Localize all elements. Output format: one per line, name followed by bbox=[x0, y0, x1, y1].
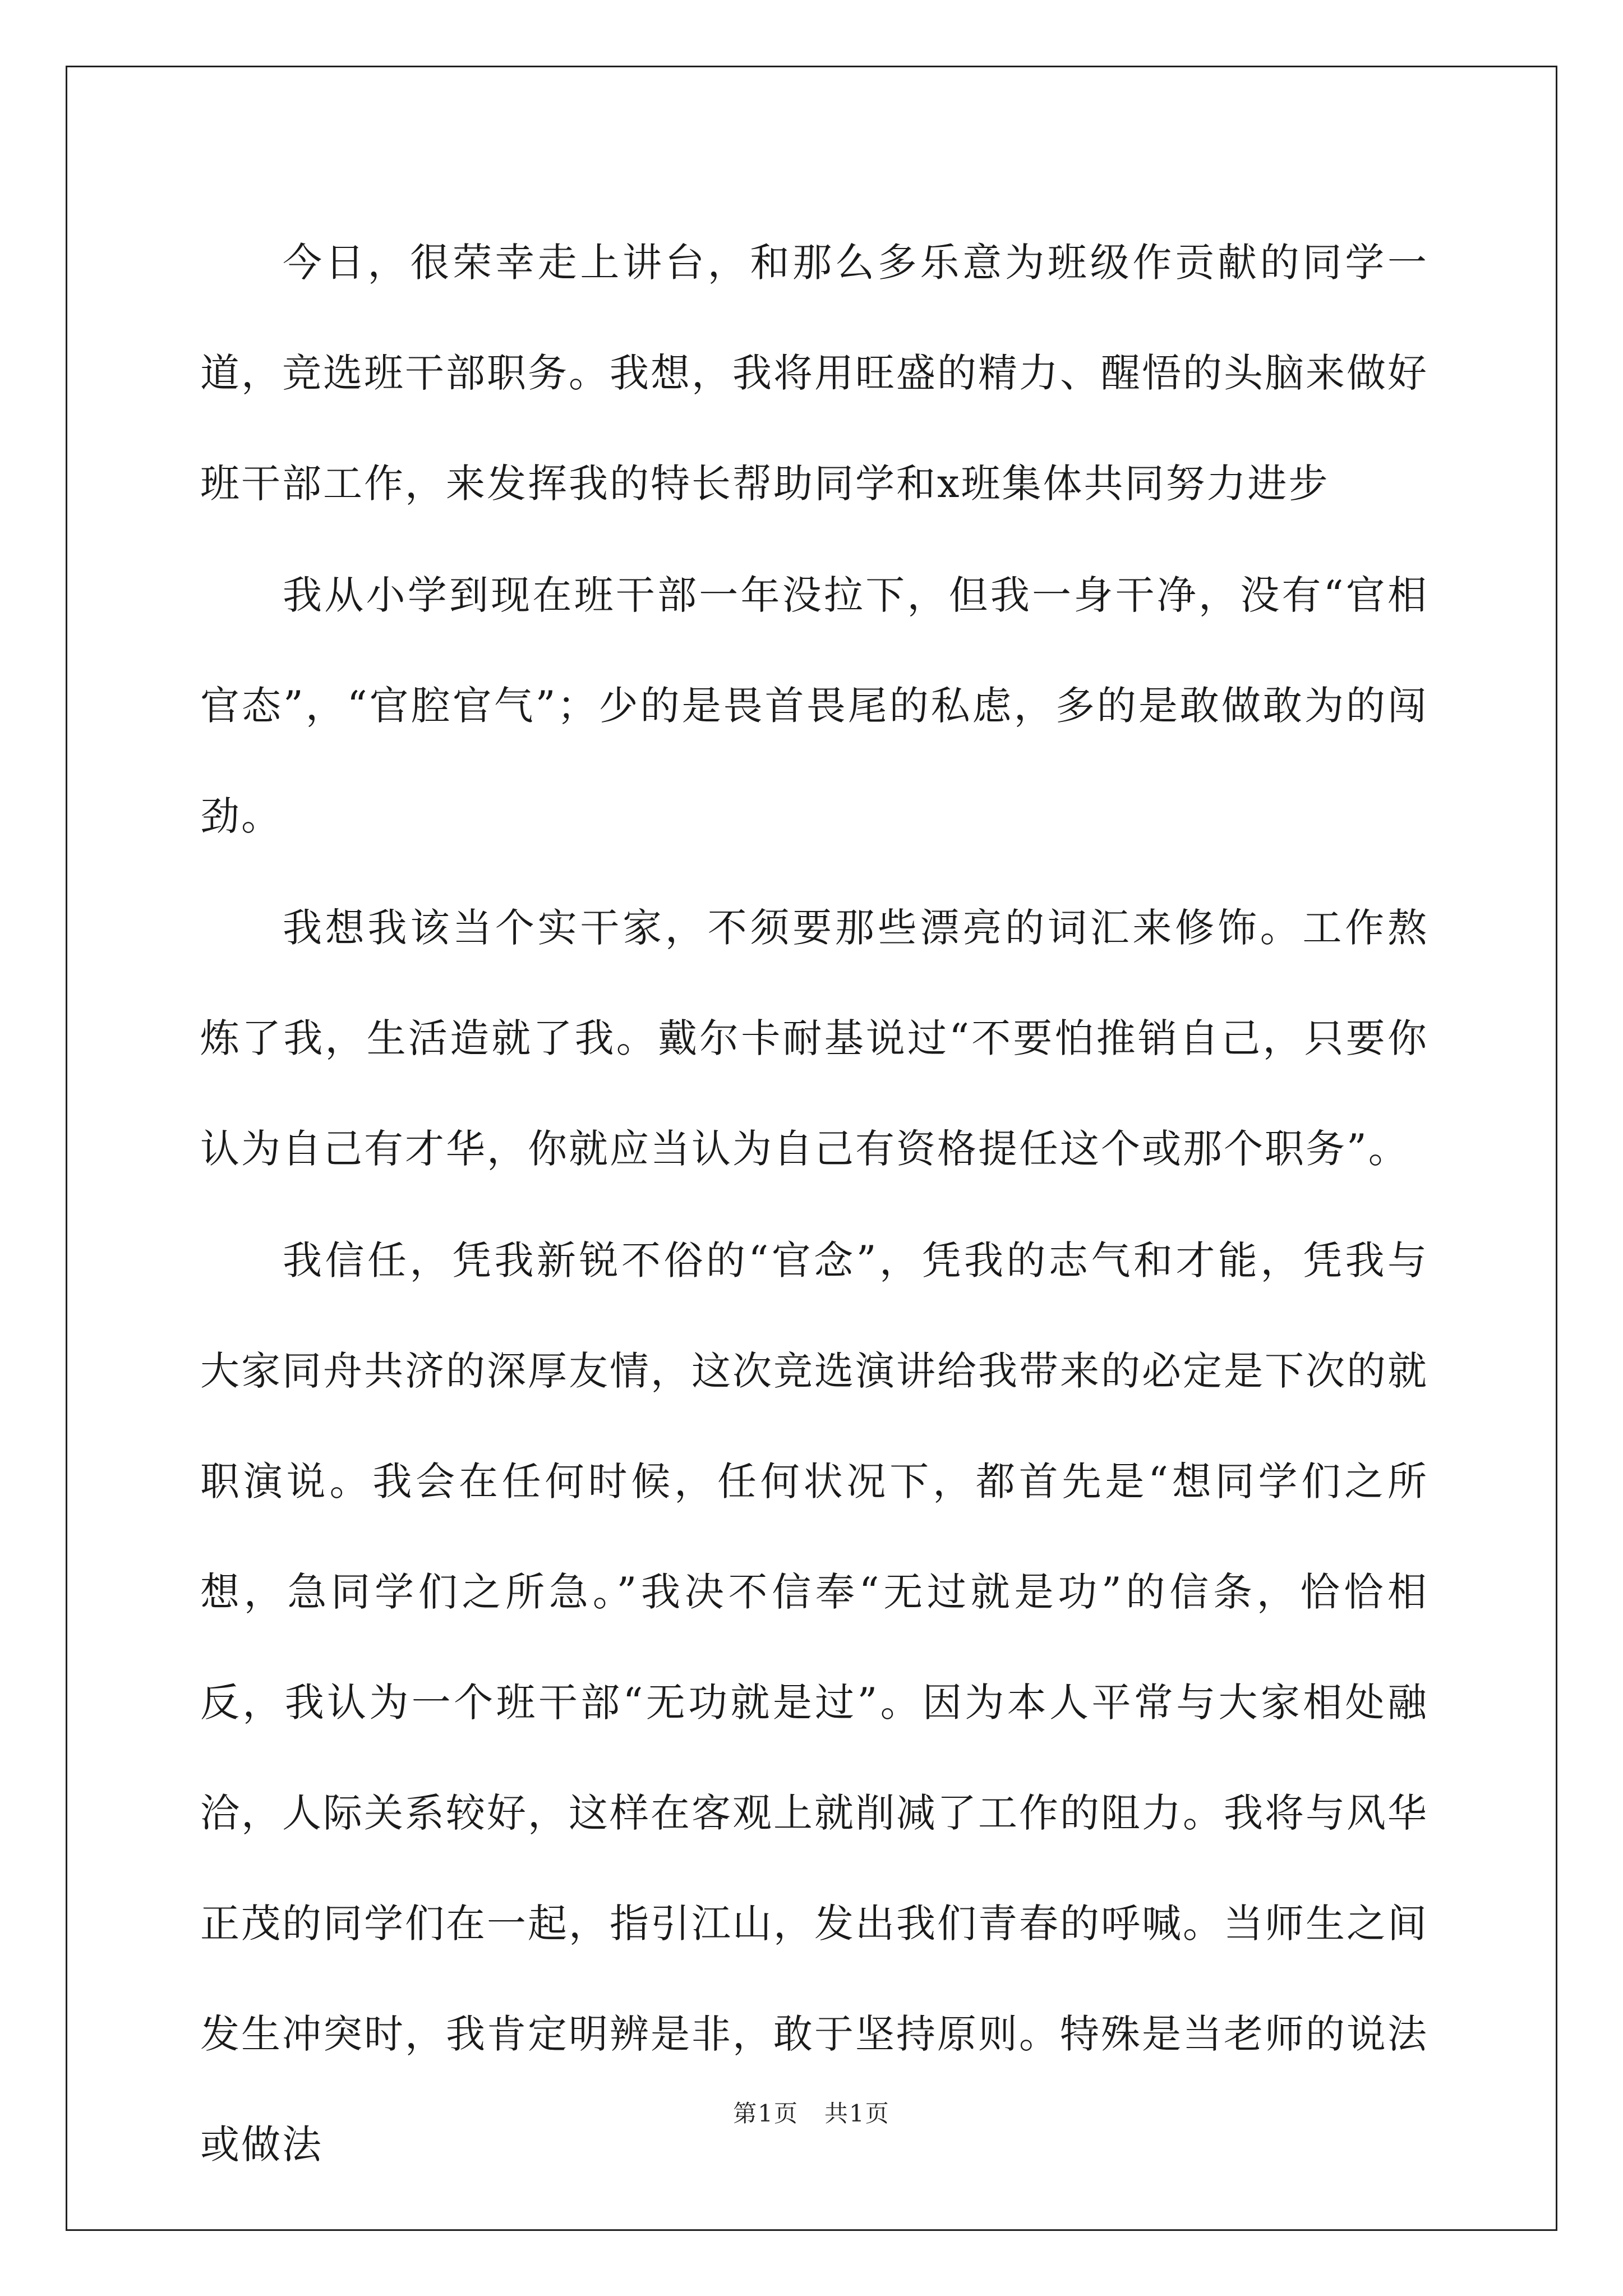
total-pages: 共1页 bbox=[824, 2100, 890, 2127]
paragraph: 今日，很荣幸走上讲台，和那么多乐意为班级作贡献的同学一道，竞选班干部职务。我想，我将用旺盛的精力、醒悟的头脑来做好班干部工作，来发挥我的特长帮助同学和x班集体共同努力进步 bbox=[200, 240, 1428, 507]
document-body bbox=[200, 208, 1428, 2201]
footer-spacer bbox=[799, 2100, 824, 2127]
paragraph: 我从小学到现在班干部一年没拉下，但我一身干净，没有“官相官态”，“官腔官气”；少的是畏首畏尾的私虑，多的是敢做敢为的闯劲。 bbox=[200, 572, 1428, 839]
paragraph: 我信任，凭我新锐不俗的“官念”，凭我的志气和才能，凭我与大家同舟共济的深厚友情，这次竞选演讲给我带来的必定是下次的就职演说。我会在任何时候，任何状况下，都首先是“想同学们之所想，急同学们之所急。”我决不信奉“无过就是功”的信条，恰恰相反，我认为一个班干部“无功就是过”。因为本人平常与大家相处融洽，人际关系较好，这样在客观上就削减了工作的阻力。我将与风华正茂的同学们在一起，指引江山，发出我们青春的呼喊。当师生之间发生冲突时，我肯定明辨是非，敢于坚持原则。特殊是当老师的说法或做法 bbox=[200, 1237, 1428, 2168]
paragraph: 我想我该当个实干家，不须要那些漂亮的词汇来修饰。工作熬炼了我，生活造就了我。戴尔卡耐基说过“不要怕推销自己，只要你认为自己有才华，你就应当认为自己有资格提任这个或那个职务”。 bbox=[200, 905, 1428, 1172]
page-number: 第1页 bbox=[733, 2100, 799, 2127]
page-footer bbox=[0, 2095, 1623, 2129]
